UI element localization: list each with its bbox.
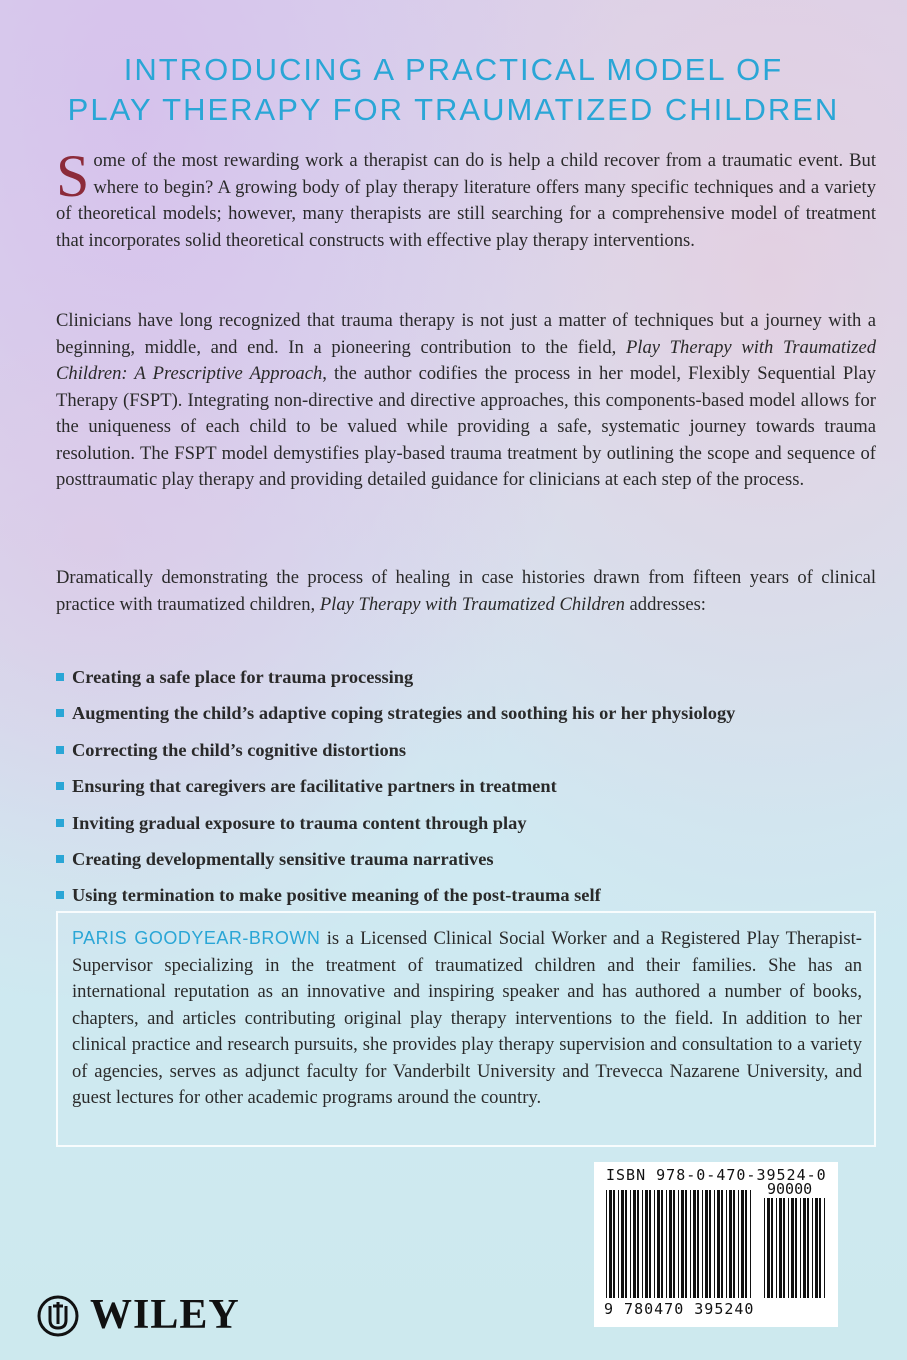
isbn-barcode xyxy=(594,1162,838,1327)
bullet-square-icon xyxy=(56,891,64,899)
list-item: Creating a safe place for trauma processing xyxy=(56,662,896,698)
intro-paragraph xyxy=(56,143,876,254)
list-item: Using termination to make positive meaning of the post-trauma self xyxy=(56,880,896,916)
list-item: Inviting gradual exposure to trauma content through play xyxy=(56,808,896,844)
isbn-label: ISBN 978-0-470-39524-0 xyxy=(606,1166,827,1184)
ean-number: 9 780470 395240 xyxy=(604,1300,755,1318)
bullet-square-icon xyxy=(56,855,64,863)
addresses-text-a: Dramatically demonstrating the process of healing in case histories drawn from fifteen years of clinical practice with traumatized children, xyxy=(56,567,876,615)
model-text-a: Clinicians have long recognized that trauma therapy is not just a matter of techniques but a journey with a beginning, middle, and end. In a pioneering contribution to the field, xyxy=(56,310,876,358)
model-paragraph xyxy=(56,308,876,494)
cover-heading xyxy=(0,50,907,130)
addresses-paragraph xyxy=(56,565,876,618)
bullet-square-icon xyxy=(56,782,64,790)
publisher-name: WILEY xyxy=(90,1292,240,1338)
addon-barcode-bars xyxy=(764,1198,830,1300)
model-text-b: , the author codifies the process in her model, Flexibly Sequential Play Therapy (FSPT). Integrating non-directive and directive approaches, this components-based model allows for the uniqueness of each child to be valued while providing a safe, systematic journey towards trauma resolution. The FSPT model demystifies play-based trauma treatment by outlining the scope and sequence of posttraumatic play therapy and providing detailed guidance for clinicians at each step of the process. xyxy=(56,363,876,490)
bullet-square-icon xyxy=(56,819,64,827)
list-item: Creating developmentally sensitive trauma narratives xyxy=(56,844,896,880)
list-item: Ensuring that caregivers are facilitative partners in treatment xyxy=(56,771,896,807)
author-name: PARIS GOODYEAR-BROWN xyxy=(72,928,321,948)
heading-line-2: PLAY THERAPY FOR TRAUMATIZED CHILDREN xyxy=(67,92,840,127)
bullet-square-icon xyxy=(56,746,64,754)
list-item: Augmenting the child’s adaptive coping strategies and soothing his or her physiology xyxy=(56,698,896,734)
book-title-full: Play Therapy with Traumatized Children: A Prescriptive Approach xyxy=(56,336,876,384)
intro-text: ome of the most rewarding work a therapist can do is help a child recover from a traumatic event. But where to begin? A growing body of play therapy literature offers many specific techniques and a variety of theoretical models; however, many therapists are still searching for a comprehensive model of treatment that incorporates solid theoretical constructs with effective play therapy interventions. xyxy=(56,150,876,251)
addresses-text-b: addresses: xyxy=(624,593,706,615)
bullet-square-icon xyxy=(56,709,64,717)
bullet-square-icon xyxy=(56,673,64,681)
drop-cap: S xyxy=(56,143,90,209)
heading-line-1: INTRODUCING A PRACTICAL MODEL OF xyxy=(123,52,784,87)
author-bio xyxy=(72,925,862,1112)
author-bio-text: is a Licensed Clinical Social Worker and a Registered Play Therapist-Supervisor specializing in the treatment of traumatized children and their families. She has an international reputation as an innovative and inspiring speaker and has authored a number of books, chapters, and articles contributing original play therapy interventions to the field. In addition to her clinical practice and research pursuits, she provides play therapy supervision and consultation to a variety of agencies, serves as adjunct faculty for Vanderbilt University and Trevecca Nazarene University, and guest lectures for other academic programs around the country. xyxy=(72,928,862,1108)
list-item: Correcting the child’s cognitive distortions xyxy=(56,735,896,771)
addon-number: 90000 xyxy=(767,1180,813,1198)
book-title-short: Play Therapy with Traumatized Children xyxy=(319,593,625,615)
ean-barcode-bars xyxy=(606,1190,756,1300)
wiley-logo-icon xyxy=(36,1294,86,1338)
topic-list xyxy=(56,662,896,917)
